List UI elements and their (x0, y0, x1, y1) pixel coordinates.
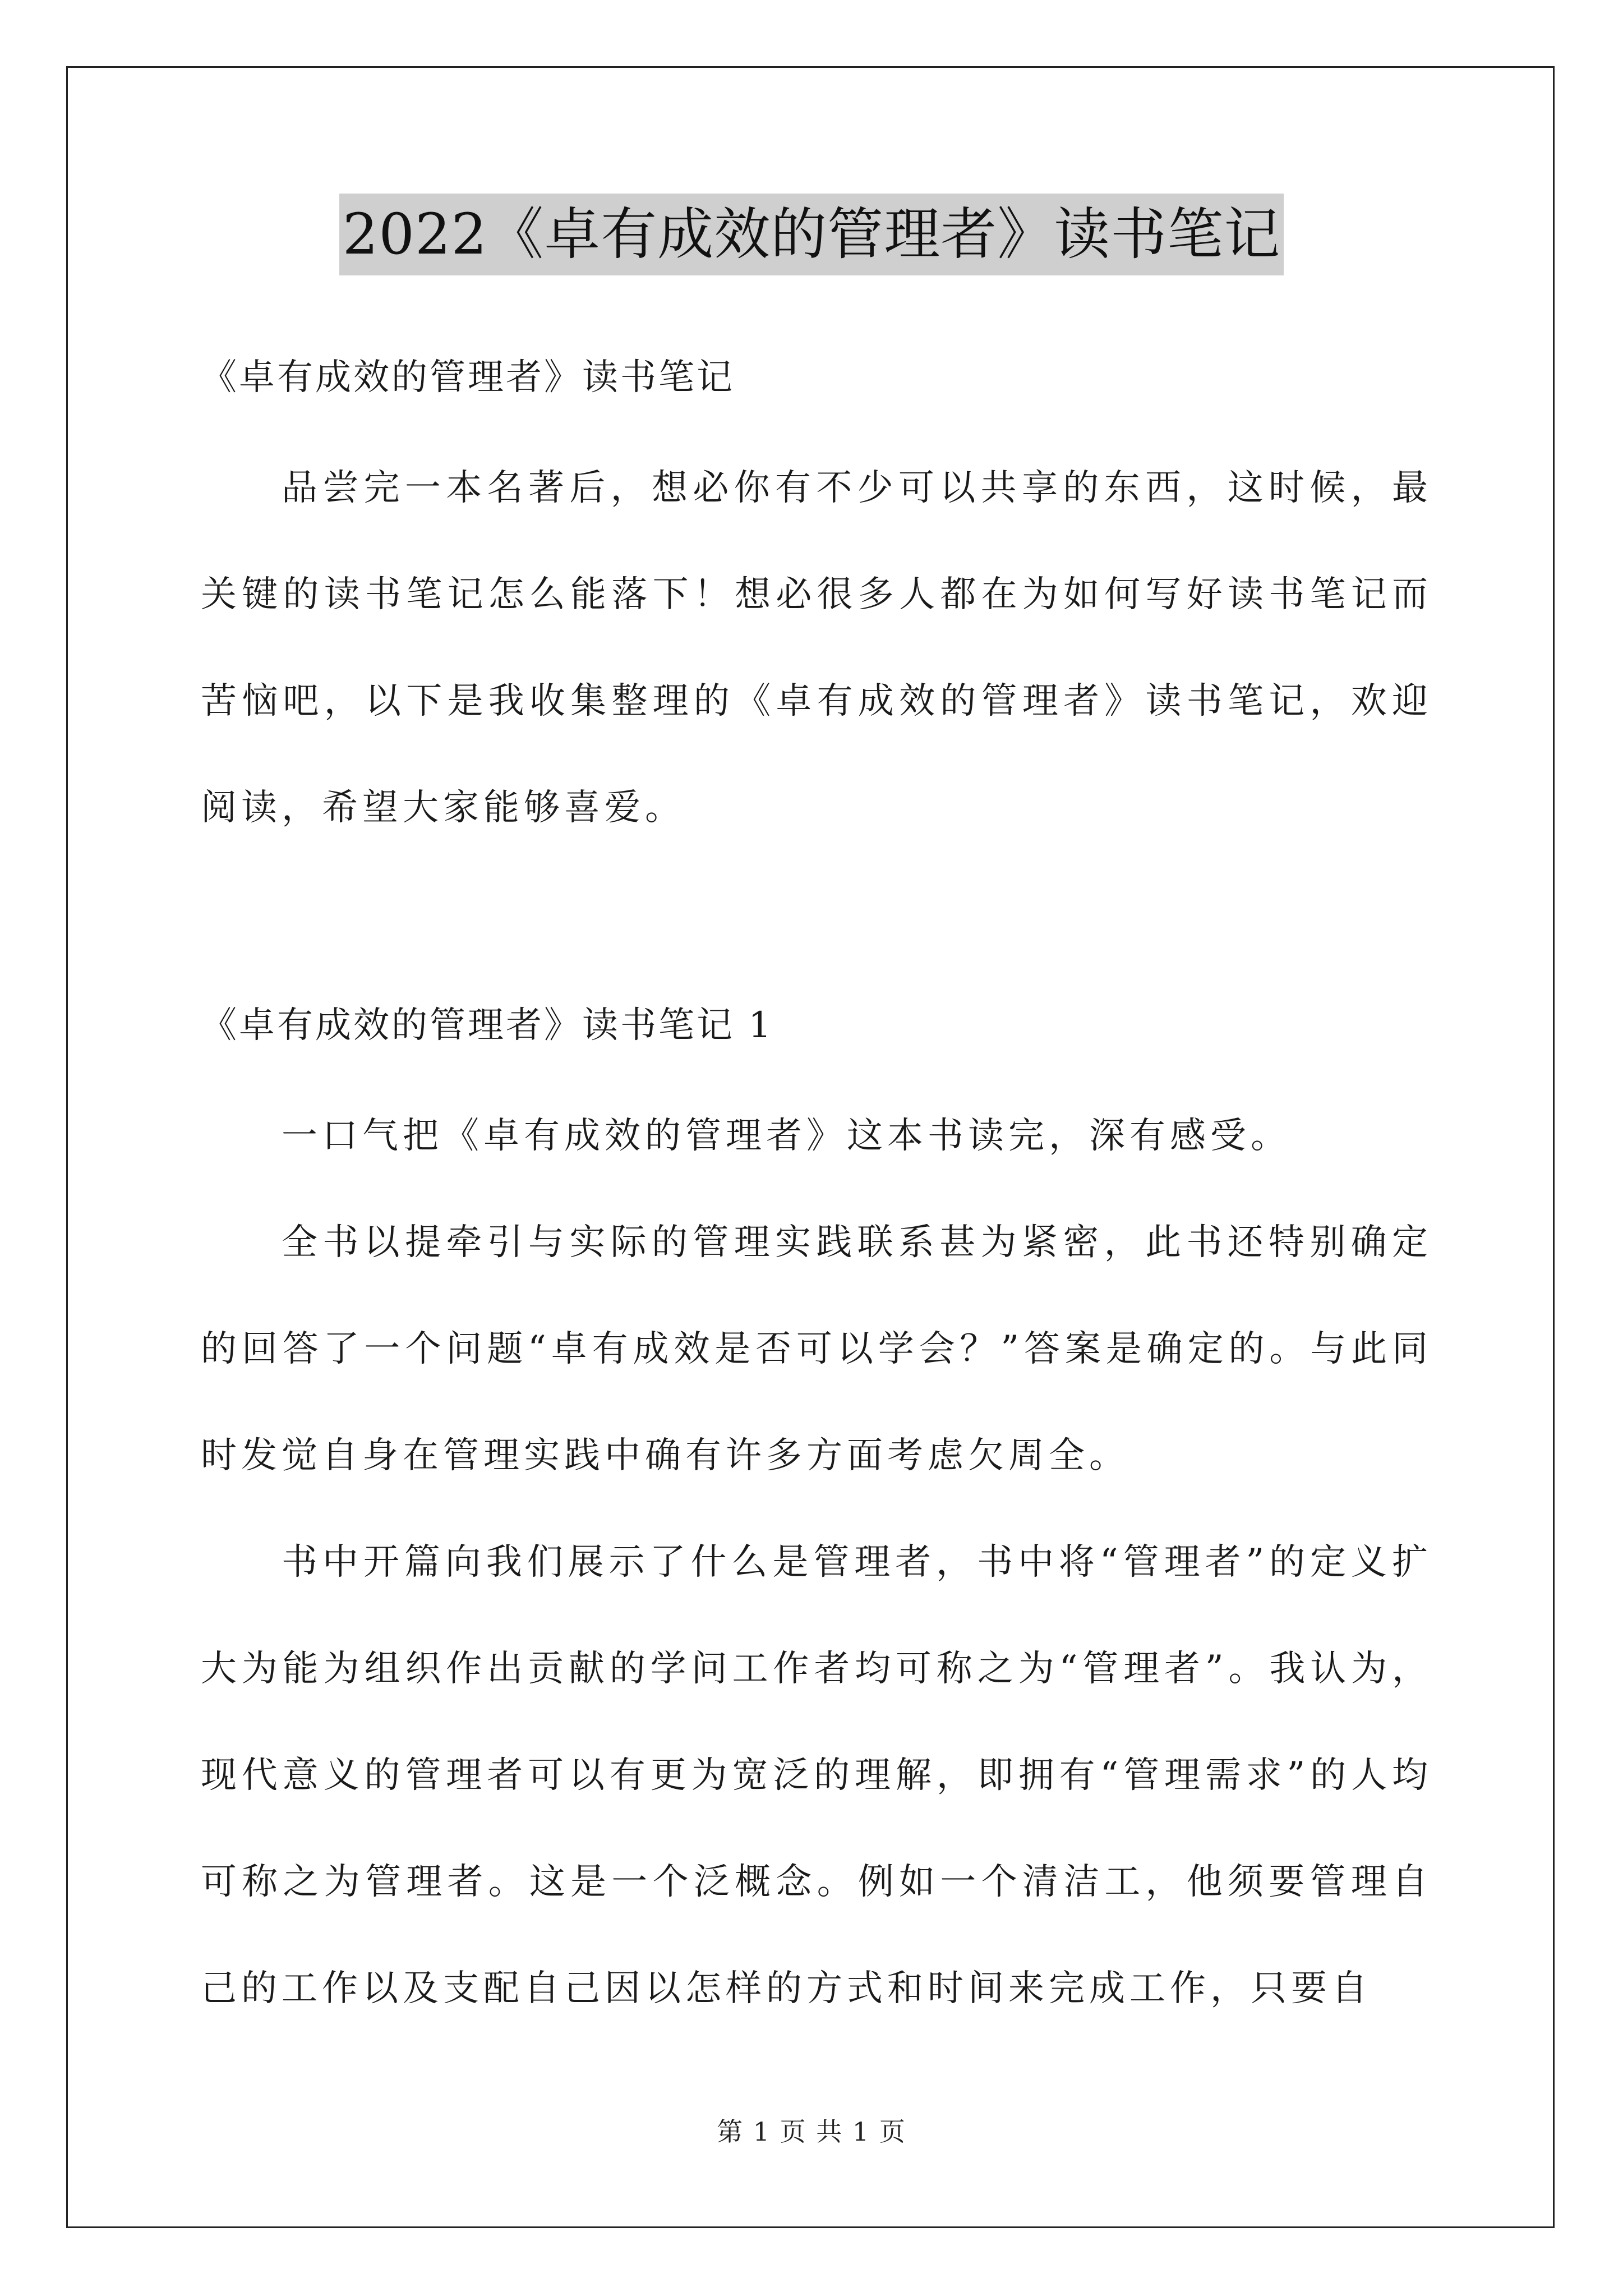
document-subtitle: 《卓有成效的管理者》读书笔记 (201, 357, 735, 398)
document-title: 2022《卓有成效的管理者》读书笔记 (339, 194, 1284, 275)
section-heading: 《卓有成效的管理者》读书笔记 1 (201, 1005, 774, 1046)
paragraph-1: 一口气把《卓有成效的管理者》这本书读完，深有感受。 (282, 1115, 1291, 1157)
paragraph-2: 全书以提牵引与实际的管理实践联系甚为紧密，此书还特别确定的回答了一个问题“卓有成效是否可以学会？”答案是确定的。与此同时发觉自身在管理实践中确有许多方面考虑欠周全。 (201, 1222, 1432, 1476)
intro-paragraph: 品尝完一本名著后，想必你有不少可以共享的东西，这时候，最关键的读书笔记怎么能落下！想必很多人都在为如何写好读书笔记而苦恼吧，以下是我收集整理的《卓有成效的管理者》读书笔记，欢迎阅读，希望大家能够喜爱。 (201, 467, 1432, 829)
paragraph-3: 书中开篇向我们展示了什么是管理者，书中将“管理者”的定义扩大为能为组织作出贡献的学问工作者均可称之为“管理者”。我认为，现代意义的管理者可以有更为宽泛的理解，即拥有“管理需求”的人均可称之为管理者。这是一个泛概念。例如一个清洁工，他须要管理自己的工作以及支配自己因以怎样的方式和时间来完成工作，只要自 (201, 1542, 1432, 2009)
page-footer: 第 1 页 共 1 页 (717, 2116, 906, 2147)
title-container (0, 194, 1623, 275)
